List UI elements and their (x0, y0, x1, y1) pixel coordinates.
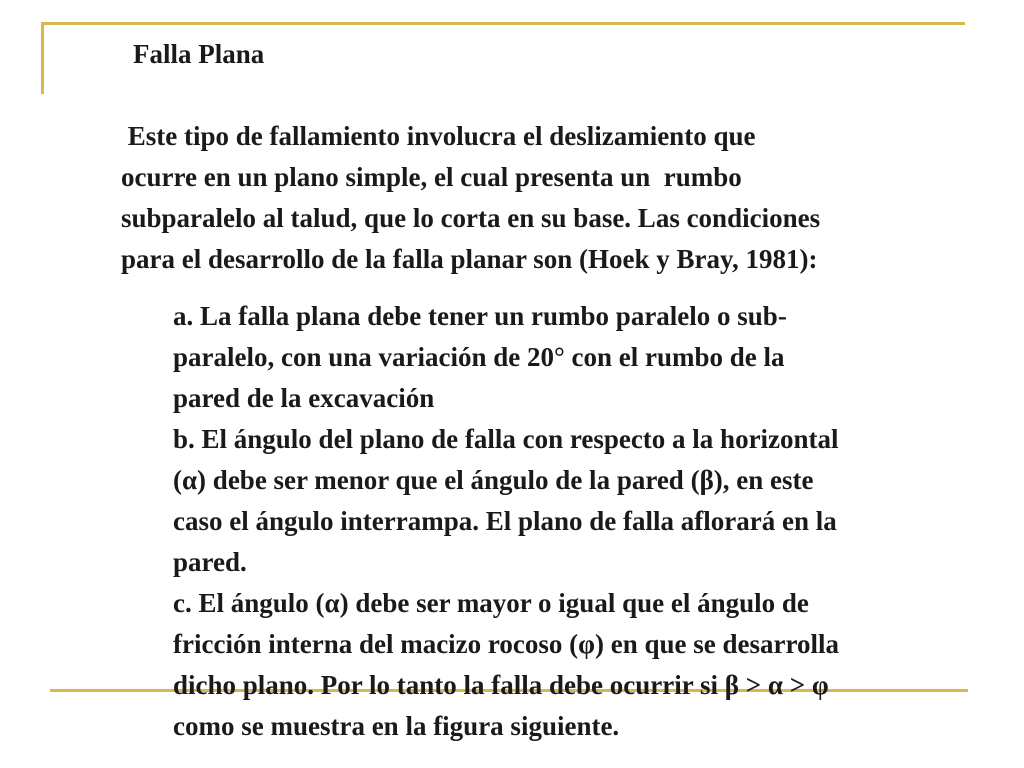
intro-paragraph (121, 116, 1021, 280)
condition-b-line: b. El ángulo del plano de falla con respecto a la horizontal (173, 424, 839, 454)
condition-a-line: a. La falla plana debe tener un rumbo paralelo o sub- (173, 301, 787, 331)
slide-title: Falla Plana (133, 39, 265, 69)
left-border-line (41, 22, 44, 94)
condition-c-line: dicho plano. Por lo tanto la falla debe ocurrir si β > α > φ (173, 670, 829, 700)
condition-a-line: paralelo, con una variación de 20° con el rumbo de la (173, 342, 785, 372)
condition-a-line: pared de la excavación (173, 383, 435, 413)
intro-line: Este tipo de fallamiento involucra el deslizamiento que (121, 121, 756, 151)
intro-line: subparalelo al talud, que lo corta en su base. Las condiciones (121, 203, 821, 233)
condition-c-line: como se muestra en la figura siguiente. (173, 711, 620, 741)
intro-line: ocurre en un plano simple, el cual presenta un rumbo (121, 162, 742, 192)
condition-c-line: c. El ángulo (α) debe ser mayor o igual que el ángulo de (173, 588, 809, 618)
intro-line: para el desarrollo de la falla planar son (Hoek y Bray, 1981): (121, 244, 818, 274)
conditions-list (173, 296, 1023, 747)
condition-b-line: pared. (173, 547, 247, 577)
top-border-line (41, 22, 965, 25)
condition-b-line: caso el ángulo interrampa. El plano de falla aflorará en la (173, 506, 837, 536)
condition-c-line: fricción interna del macizo rocoso (φ) en que se desarrolla (173, 629, 839, 659)
condition-b-line: (α) debe ser menor que el ángulo de la pared (β), en este (173, 465, 814, 495)
